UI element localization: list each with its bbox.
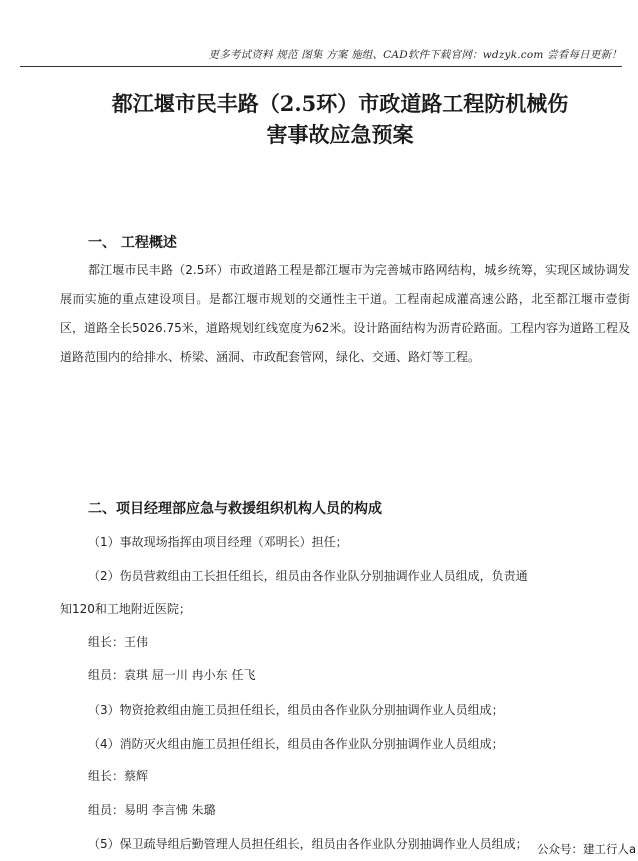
section-1-heading: 一、 工程概述 (88, 235, 177, 251)
header-divider (20, 66, 622, 67)
footer-watermark: 公众号：建工行人a (533, 841, 636, 857)
item-1: （1）事故现场指挥由项目经理（邓明长）担任； (88, 535, 348, 549)
title-line-1: 都江堰市民丰路（2.5环）市政道路工程防机械伤 (111, 91, 569, 116)
members-2: 组员：易明 李言怫 朱璐 (88, 803, 216, 817)
leader-2: 组长：蔡辉 (88, 769, 149, 783)
item-4: （4）消防灭火组由施工员担任组长，组员由各作业队分别抽调作业人员组成； (88, 737, 504, 751)
section-1-body: 都江堰市民丰路（2.5环）市政道路工程是都江堰市为完善城市路网结构，城乡统筹，实现区域协调发展而实施的重点建设项目。是都江堰市规划的交通性主干道。工程南起成灌高速公路，北至都江堰市壹街区，道路全长5026.75米，道路规划红线宽度为62米。设计路面结构为沥青砼路面。工程内容为道路工程及道路范围内的给排水、桥梁、涵洞、市政配套管网，绿化、交通、路灯等工程。 (60, 263, 630, 364)
document-title (60, 88, 620, 150)
item-5: （5）保卫疏导组后勤管理人员担任组长，组员由各作业队分别抽调作业人员组成； (88, 837, 528, 851)
item-2-line-1: （2）伤员营救组由工长担任组长，组员由各作业队分别抽调作业人员组成，负责通 (88, 569, 528, 583)
leader-1: 组长：王伟 (88, 635, 149, 649)
section-2-heading: 二、项目经理部应急与救援组织机构人员的构成 (88, 501, 382, 517)
title-line-2: 害事故应急预案 (266, 122, 414, 147)
header-download-notice: 更多考试资料 规范 图集 方案 施组、CAD软件下载官网：wdzyk.com 尝看每日更新！ (208, 49, 622, 61)
item-3: （3）物资抢救组由施工员担任组长，组员由各作业队分别抽调作业人员组成； (88, 703, 504, 717)
item-2-line-2: 知120和工地附近医院； (60, 602, 191, 616)
members-1: 组员：袁琪 屈一川 冉小东 任飞 (88, 668, 256, 682)
